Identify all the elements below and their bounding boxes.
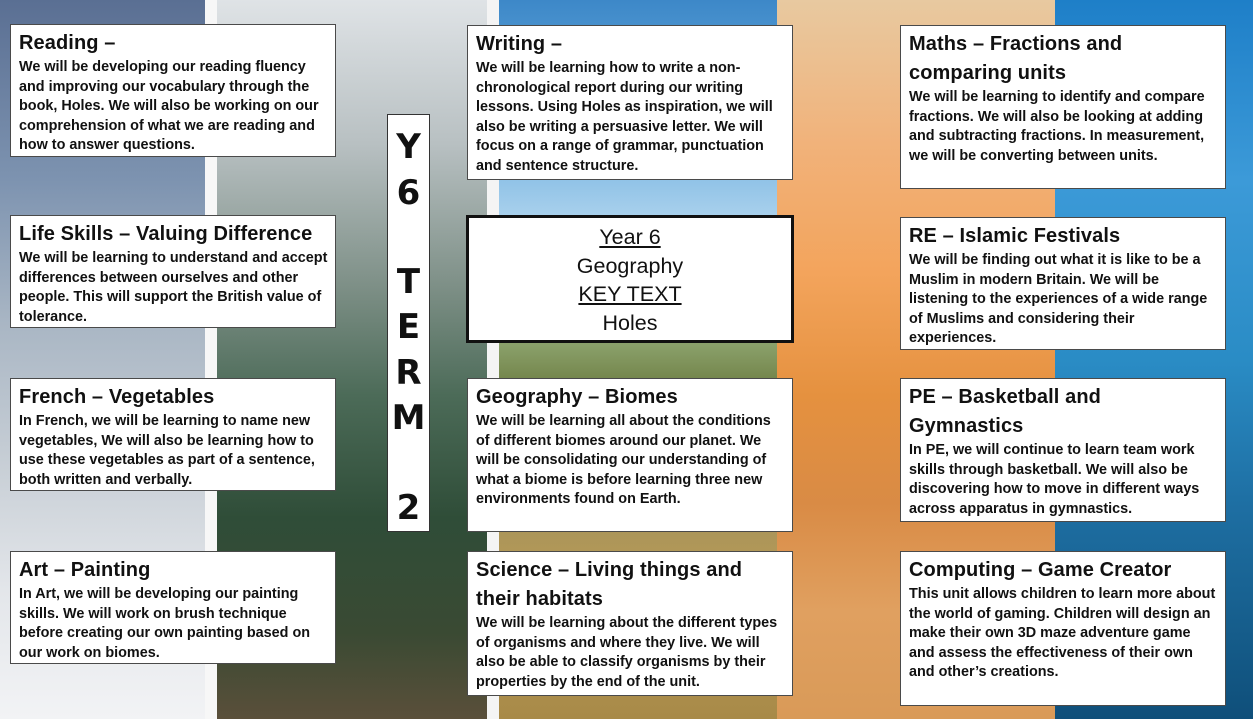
card-title: Geography – Biomes	[476, 386, 678, 408]
card-body: We will be learning all about the conditions of different biomes around our planet. We will be consolidating our understanding of what a biome is before learning three new environments found on Earth.	[476, 413, 771, 508]
card-life-skills	[10, 215, 336, 328]
card-title: RE – Islamic Festivals	[909, 225, 1121, 247]
key-text-box	[466, 215, 794, 343]
card-body: We will be learning about the different types of organisms and where they live. We will also be able to classify organisms by their properties by the end of the unit.	[476, 615, 778, 690]
card-re	[900, 217, 1226, 350]
card-title: PE – Basketball and Gymnastics	[909, 386, 1101, 437]
card-body: We will be finding out what it is like to be a Muslim in modern Britain. We will be listening to the experiences of a wide range of Muslims and considering their experiences.	[909, 252, 1208, 347]
term-letter: E	[396, 307, 421, 348]
book-title: Holes	[602, 310, 658, 335]
card-science	[467, 551, 793, 696]
card-body: In French, we will be learning to name new vegetables, We will also be learning how to use these vegetables as part of a sentence, both written and verbally.	[19, 413, 315, 488]
term-letter: R	[395, 352, 422, 393]
card-writing	[467, 25, 793, 180]
term-letter: M	[391, 398, 426, 439]
subject-label: Geography	[576, 253, 684, 278]
card-body: We will be learning how to write a non-chronological report during our writing lessons. Using Holes as inspiration, we will also be writing a persuasive letter. We will focus on a range of grammar, punctuation and sentence structure.	[476, 60, 773, 174]
card-title: Maths – Fractions and comparing units	[909, 33, 1123, 84]
card-title: Reading –	[19, 32, 116, 54]
card-body: In PE, we will continue to learn team work skills through basketball. We will also be discovering how to move in different ways across apparatus in gymnastics.	[909, 442, 1200, 517]
card-maths	[900, 25, 1226, 189]
card-title: French – Vegetables	[19, 386, 215, 408]
card-reading	[10, 24, 336, 157]
card-pe	[900, 378, 1226, 522]
year-label: Year 6	[599, 225, 661, 249]
card-title: Writing –	[476, 33, 563, 55]
card-art	[10, 551, 336, 664]
card-computing	[900, 551, 1226, 706]
card-body: We will be developing our reading fluency and improving our vocabulary through the book, Holes. We will also be working on our comprehension of what we are reading and how to answer questions.	[19, 59, 319, 154]
card-title: Computing – Game Creator	[909, 559, 1172, 581]
card-french	[10, 378, 336, 491]
card-body: We will be learning to identify and compare fractions. We will also be looking at adding and subtracting fractions. In measurement, we will be converting between units.	[909, 89, 1205, 164]
key-text-heading: KEY TEXT	[578, 282, 682, 306]
term-letter: T	[396, 261, 421, 302]
term-label	[387, 114, 430, 532]
card-geography	[467, 378, 793, 532]
card-body: We will be learning to understand and accept differences between ourselves and other people. This will support the British value of tolerance.	[19, 250, 328, 325]
term-letter: 2	[396, 487, 421, 528]
card-title: Life Skills – Valuing Difference	[19, 223, 313, 245]
card-title: Art – Painting	[19, 559, 151, 581]
card-title: Science – Living things and their habitats	[476, 559, 743, 610]
card-body: In Art, we will be developing our painting skills. We will work on brush technique before creating our own painting based on our work on biomes.	[19, 586, 311, 661]
term-letter: 6	[396, 172, 421, 213]
card-body: This unit allows children to learn more about the world of gaming. Children will design an make their own 3D maze adventure game and assess the effectiveness of their own and other’s creations.	[909, 586, 1216, 681]
term-letter: Y	[396, 127, 421, 167]
